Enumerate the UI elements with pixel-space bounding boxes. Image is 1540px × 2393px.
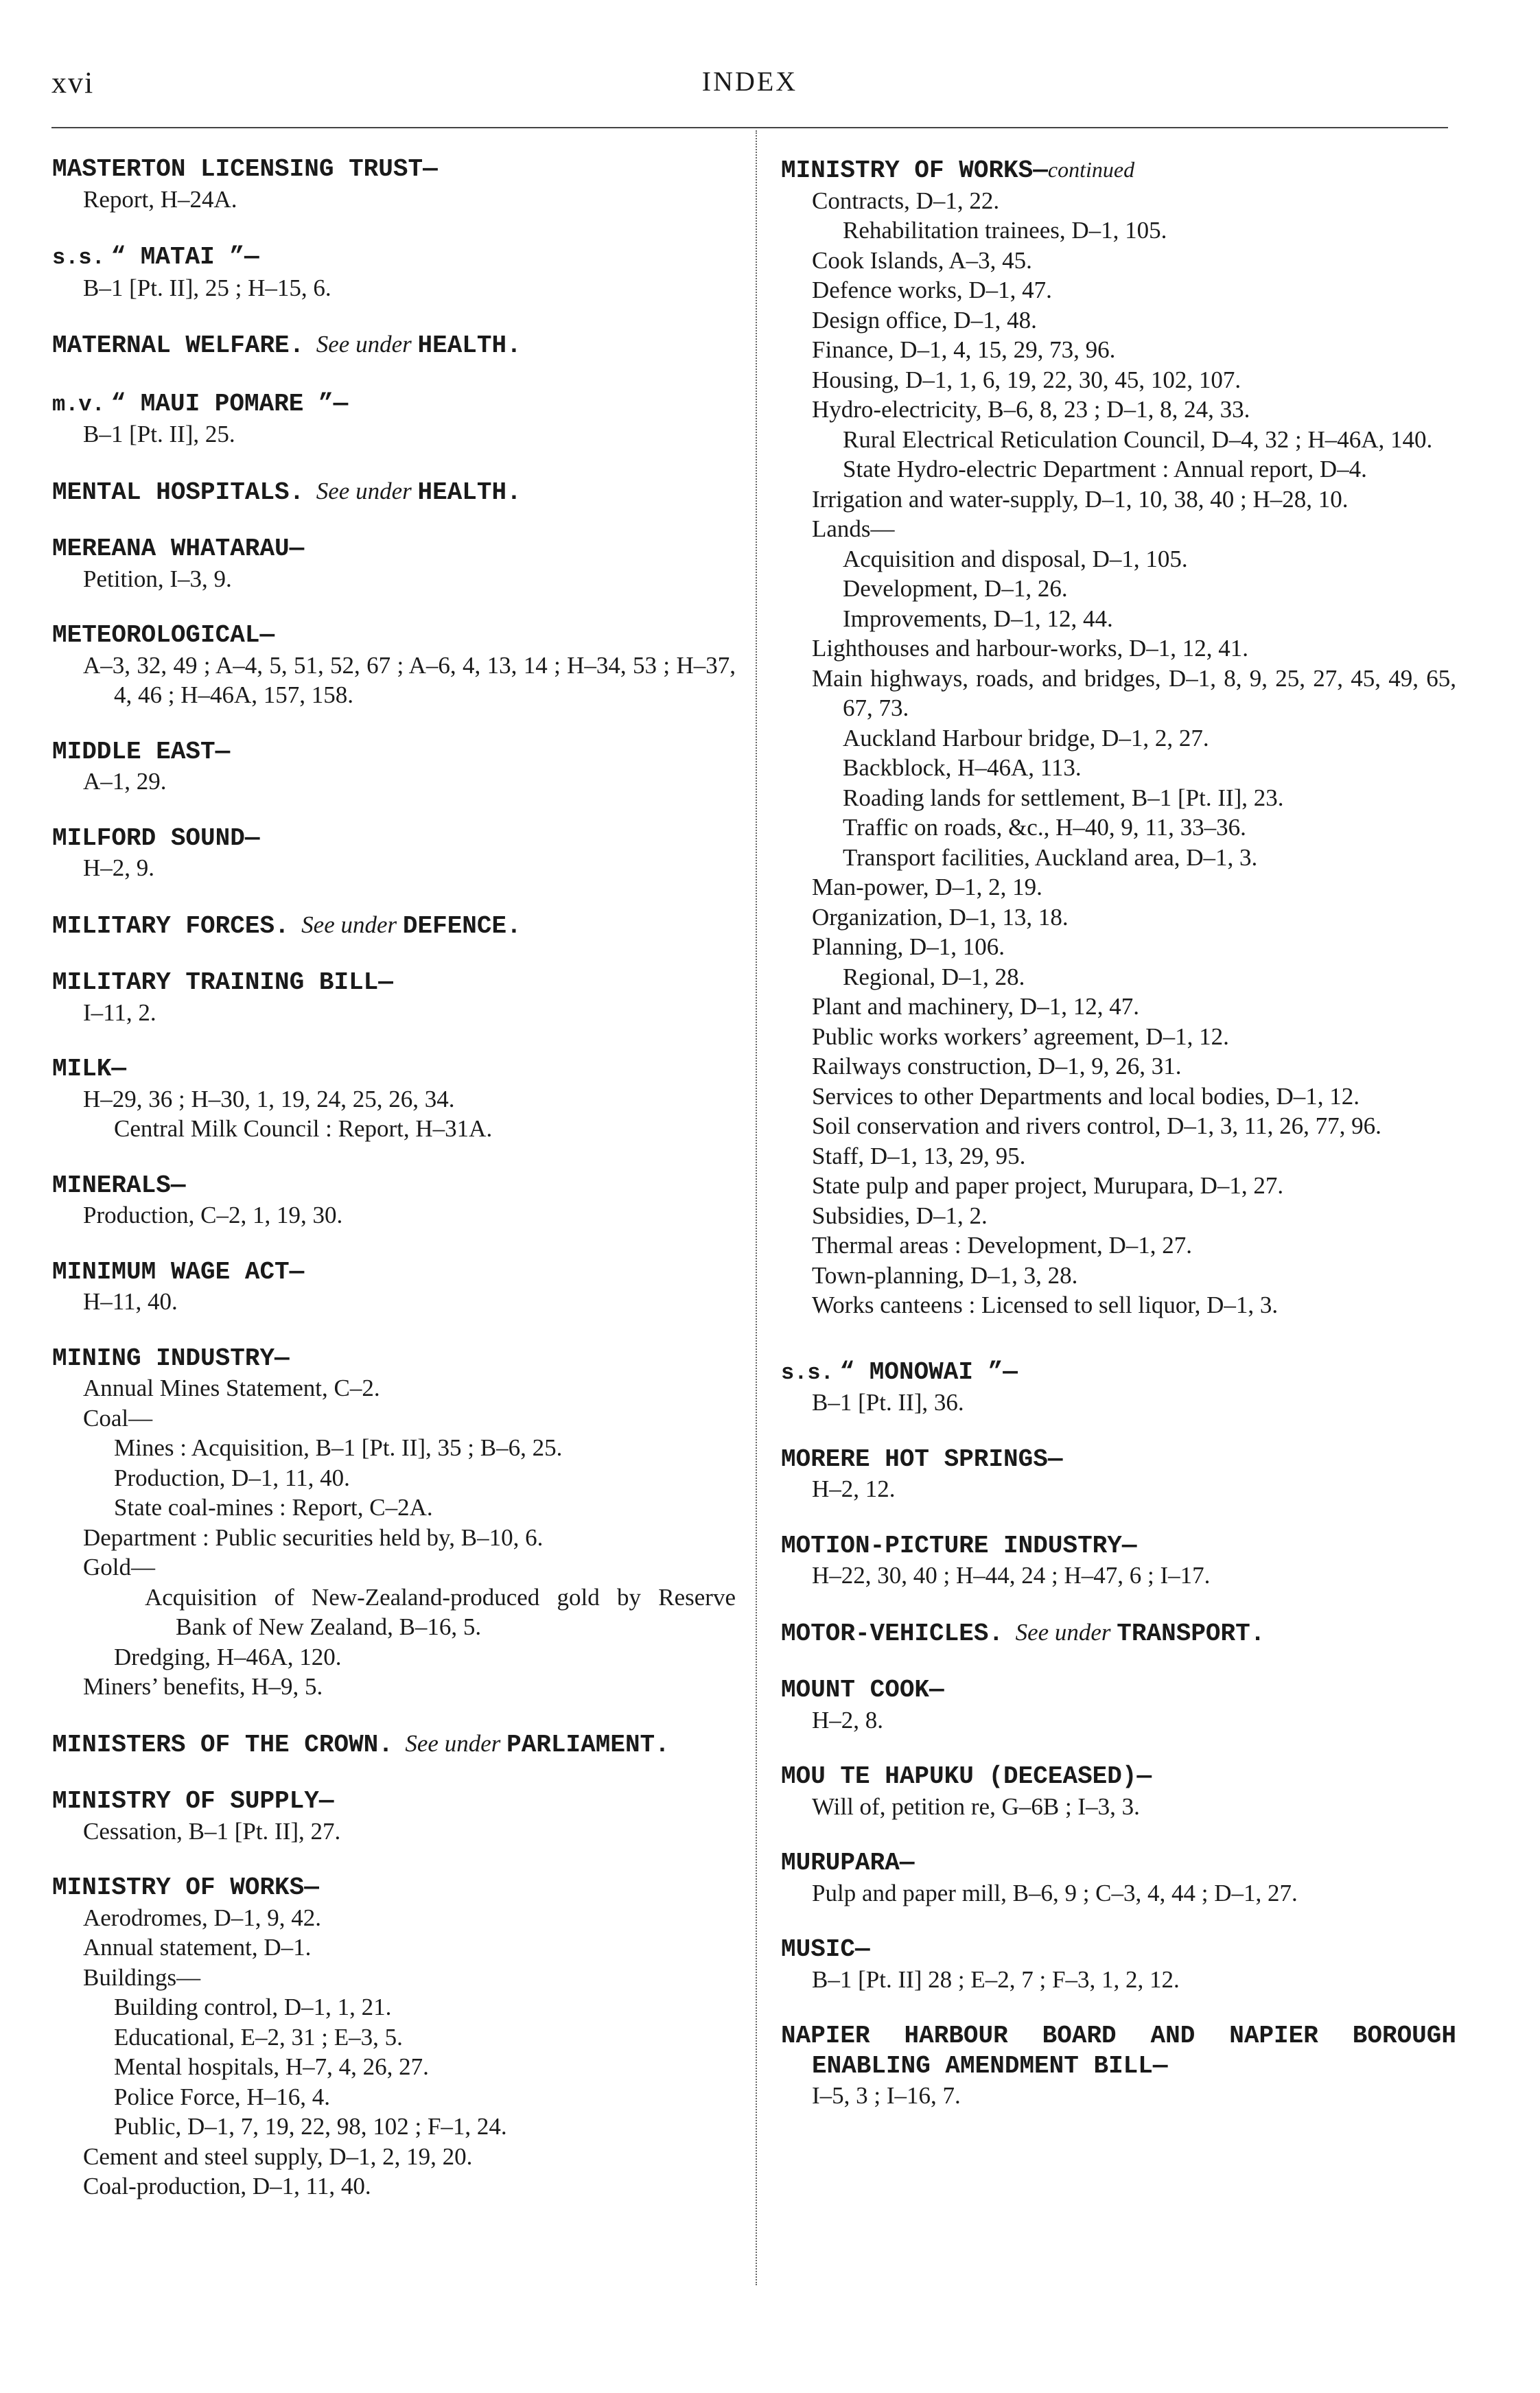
entry-heading: MENTAL HOSPITALS.	[52, 478, 305, 506]
index-entry	[52, 329, 736, 361]
entry-heading: MINISTERS OF THE CROWN.	[52, 1730, 393, 1759]
entry-heading: MURUPARA—	[781, 1849, 915, 1877]
entry-heading: MIDDLE EAST—	[52, 737, 231, 766]
entry-heading: “ MAUI POMARE ”—	[110, 389, 349, 418]
index-entry	[52, 968, 736, 1027]
entry-reference: H–11, 40.	[83, 1288, 178, 1315]
entry-reference: Public, D–1, 7, 19, 22, 98, 102 ; F–1, 24.	[114, 2113, 507, 2140]
entry-reference: Thermal areas : Development, D–1, 27.	[812, 1232, 1192, 1259]
entry-heading: MINIMUM WAGE ACT—	[52, 1257, 305, 1286]
see-under: See under	[1015, 1618, 1111, 1646]
vessel-prefix: m.v.	[52, 391, 105, 417]
see-under: See under	[301, 911, 397, 938]
entry-heading: MOUNT COOK—	[781, 1676, 944, 1704]
entry-heading: MILFORD SOUND—	[52, 824, 260, 852]
entry-reference: Annual statement, D–1.	[83, 1934, 312, 1961]
entry-reference: Housing, D–1, 1, 6, 19, 22, 30, 45, 102, 107.	[812, 366, 1241, 393]
index-entry	[52, 534, 736, 594]
entry-reference: Central Milk Council : Report, H–31A.	[114, 1115, 493, 1142]
entry-reference: H–29, 36 ; H–30, 1, 19, 24, 25, 26, 34.	[83, 1085, 455, 1112]
entry-reference: Cook Islands, A–3, 45.	[812, 246, 1032, 274]
works-lines	[781, 186, 1456, 1320]
entry-reference: Cessation, B–1 [Pt. II], 27.	[83, 1817, 341, 1845]
entry-reference: Will of, petition re, G–6B ; I–3, 3.	[812, 1793, 1140, 1820]
entry-reference: Roading lands for settlement, B–1 [Pt. II], 23.	[843, 784, 1284, 811]
page-title: INDEX	[701, 66, 798, 97]
entry-subheading: Coal—	[83, 1404, 153, 1432]
entry-reference: Public works workers’ agreement, D–1, 12.	[812, 1023, 1229, 1050]
index-entry	[781, 1935, 1456, 1994]
entry-reference: Staff, D–1, 13, 29, 95.	[812, 1142, 1026, 1169]
entry-reference: H–22, 30, 40 ; H–44, 24 ; H–47, 6 ; I–17.	[812, 1562, 1211, 1589]
entry-reference: State pulp and paper project, Murupara, D–1, 27.	[812, 1172, 1284, 1199]
entry-heading: MINISTRY OF WORKS—	[52, 1873, 319, 1902]
vessel-prefix: s.s.	[52, 245, 105, 270]
index-entry	[52, 241, 736, 303]
entry-reference: Services to other Departments and local bodies, D–1, 12.	[812, 1082, 1360, 1110]
entry-reference: Traffic on roads, &c., H–40, 9, 11, 33–36.	[843, 814, 1246, 841]
entry-reference: Improvements, D–1, 12, 44.	[843, 605, 1113, 632]
entry-reference: Hydro-electricity, B–6, 8, 23 ; D–1, 8, 24, 33.	[812, 396, 1250, 423]
entry-reference: Production, D–1, 11, 40.	[114, 1464, 350, 1491]
entry-subheading: Gold—	[83, 1554, 155, 1580]
see-under: See under	[316, 331, 412, 358]
index-entry	[52, 1257, 736, 1317]
header-rule	[51, 127, 1448, 128]
index-entry	[52, 1873, 736, 2202]
index-entry	[52, 910, 736, 942]
cross-reference: TRANSPORT.	[1117, 1619, 1265, 1648]
entry-reference: Cement and steel supply, D–1, 2, 19, 20.	[83, 2143, 473, 2170]
entry-reference: H–2, 12.	[812, 1475, 896, 1502]
entry-heading: MATERNAL WELFARE.	[52, 331, 305, 360]
entry-reference: B–1 [Pt. II], 25 ; H–15, 6.	[83, 274, 331, 301]
entry-reference: Petition, I–3, 9.	[83, 565, 232, 592]
entry-reference: Educational, E–2, 31 ; E–3, 5.	[114, 2023, 403, 2051]
right-column	[781, 154, 1456, 2138]
entry-reference: Design office, D–1, 48.	[812, 306, 1037, 334]
entry-reference: Pulp and paper mill, B–6, 9 ; C–3, 4, 44 ; D–1, 27.	[812, 1879, 1298, 1906]
index-entry	[52, 737, 736, 797]
entry-reference: Contracts, D–1, 22.	[812, 187, 1000, 214]
see-under: See under	[405, 1729, 501, 1757]
index-entry	[781, 154, 1456, 1320]
entry-reference: Miners’ benefits, H–9, 5.	[83, 1673, 323, 1700]
index-entry	[52, 1729, 736, 1760]
entry-heading: MOTION-PICTURE INDUSTRY—	[781, 1531, 1137, 1560]
entry-reference: Annual Mines Statement, C–2.	[83, 1375, 380, 1401]
entry-reference: Plant and machinery, D–1, 12, 47.	[812, 993, 1139, 1020]
entry-heading: MILITARY FORCES.	[52, 911, 290, 940]
entry-heading: MINING INDUSTRY—	[52, 1344, 290, 1373]
see-under: See under	[316, 477, 412, 504]
index-entry	[781, 1618, 1456, 1649]
entry-reference: Planning, D–1, 106.	[812, 933, 1005, 960]
entry-heading: MILITARY TRAINING BILL—	[52, 968, 393, 996]
index-entry	[781, 1675, 1456, 1735]
entry-heading: “ MONOWAI ”—	[839, 1357, 1018, 1386]
entry-heading: NAPIER HARBOUR BOARD AND NAPIER BOROUGH ENABLING AMENDMENT BILL—	[781, 2022, 1456, 2080]
entry-reference: H–2, 8.	[812, 1706, 884, 1734]
entry-reference: Aerodromes, D–1, 9, 42.	[83, 1904, 322, 1931]
entry-reference: Production, C–2, 1, 19, 30.	[83, 1202, 343, 1228]
entry-heading: MOTOR-VEHICLES.	[781, 1619, 1004, 1648]
index-entry	[52, 620, 736, 710]
entry-reference: I–11, 2.	[83, 999, 156, 1026]
entry-reference: State coal-mines : Report, C–2A.	[114, 1494, 433, 1521]
entry-heading: MEREANA WHATARAU—	[52, 535, 305, 563]
cross-reference: HEALTH.	[417, 478, 522, 506]
page-number: xvi	[51, 66, 95, 100]
entry-subheading: Buildings—	[83, 1963, 201, 1991]
vessel-prefix: s.s.	[781, 1359, 834, 1386]
index-entry	[781, 1848, 1456, 1908]
entry-heading: MOU TE HAPUKU (DECEASED)—	[781, 1762, 1152, 1790]
entry-reference: Railways construction, D–1, 9, 26, 31.	[812, 1053, 1182, 1079]
entry-reference: Subsidies, D–1, 2.	[812, 1202, 988, 1229]
index-entry	[781, 1356, 1456, 1418]
entry-reference: Development, D–1, 26.	[843, 575, 1068, 602]
entry-reference: Acquisition and disposal, D–1, 105.	[843, 545, 1188, 572]
entry-reference: Mines : Acquisition, B–1 [Pt. II], 35 ; B–6, 25.	[114, 1434, 563, 1461]
entry-reference: State Hydro-electric Department : Annual report, D–4.	[843, 456, 1367, 482]
index-entry	[52, 824, 736, 883]
cross-reference: PARLIAMENT.	[506, 1730, 670, 1759]
entry-reference: Man-power, D–1, 2, 19.	[812, 874, 1042, 900]
entry-reference: Main highways, roads, and bridges, D–1, 8, 9, 25, 27, 45, 49, 65, 67, 73.	[812, 664, 1456, 721]
entry-reference: Auckland Harbour bridge, D–1, 2, 27.	[843, 724, 1209, 751]
entry-reference: Organization, D–1, 13, 18.	[812, 903, 1069, 931]
entry-reference: I–5, 3 ; I–16, 7.	[812, 2082, 961, 2109]
column-divider	[756, 130, 757, 2285]
left-column	[52, 154, 736, 2228]
entry-reference: Transport facilities, Auckland area, D–1, 3.	[843, 843, 1258, 871]
entry-reference: Irrigation and water-supply, D–1, 10, 38, 40 ; H–28, 10.	[812, 485, 1349, 513]
cross-reference: HEALTH.	[417, 331, 522, 360]
entry-reference: Police Force, H–16, 4.	[114, 2083, 330, 2110]
entry-reference: Town-planning, D–1, 3, 28.	[812, 1261, 1078, 1289]
entry-reference: B–1 [Pt. II], 36.	[812, 1389, 964, 1416]
index-entry	[781, 1762, 1456, 1821]
continued-label: continued	[1047, 157, 1135, 182]
entry-heading: MINISTRY OF WORKS—	[781, 156, 1048, 185]
entry-heading: MORERE HOT SPRINGS—	[781, 1445, 1063, 1473]
entry-reference: Mental hospitals, H–7, 4, 26, 27.	[114, 2053, 429, 2080]
entry-reference: Department : Public securities held by, B–10, 6.	[83, 1524, 544, 1551]
entry-reference: Works canteens : Licensed to sell liquor, D–1, 3.	[812, 1292, 1279, 1318]
entry-heading: MASTERTON LICENSING TRUST—	[52, 155, 438, 183]
entry-reference: B–1 [Pt. II] 28 ; E–2, 7 ; F–3, 1, 2, 12.	[812, 1965, 1180, 1993]
cross-reference: DEFENCE.	[402, 911, 522, 940]
index-entry	[52, 1786, 736, 1846]
index-entry	[52, 1344, 736, 1702]
entry-reference: Finance, D–1, 4, 15, 29, 73, 96.	[812, 336, 1116, 363]
entry-reference: Defence works, D–1, 47.	[812, 277, 1052, 303]
entry-heading: MINERALS—	[52, 1171, 186, 1200]
index-entry	[781, 1445, 1456, 1504]
entry-reference: Lands—	[812, 515, 895, 542]
entry-reference: Coal-production, D–1, 11, 40.	[83, 2173, 371, 2199]
entry-reference: Rehabilitation trainees, D–1, 105.	[843, 217, 1167, 244]
entry-reference: Building control, D–1, 1, 21.	[114, 1994, 392, 2020]
index-entry	[52, 476, 736, 508]
entry-heading: “ MATAI ”—	[110, 243, 259, 271]
entry-reference: A–1, 29.	[83, 768, 167, 795]
index-entry	[781, 2021, 1456, 2111]
index-entry	[52, 1054, 736, 1144]
index-entry	[52, 388, 736, 450]
entry-reference: B–1 [Pt. II], 25.	[83, 421, 235, 447]
entry-heading: MUSIC—	[781, 1935, 870, 1963]
index-entry	[781, 1531, 1456, 1591]
entry-heading: MINISTRY OF SUPPLY—	[52, 1787, 334, 1815]
entry-reference: Backblock, H–46A, 113.	[843, 754, 1082, 781]
entry-heading: METEOROLOGICAL—	[52, 621, 275, 649]
index-entry	[52, 1171, 736, 1230]
entry-reference: Report, H–24A.	[83, 185, 237, 213]
page-header	[51, 65, 1448, 106]
entry-reference: Soil conservation and rivers control, D–1, 3, 11, 26, 77, 96.	[812, 1112, 1381, 1139]
index-entry	[52, 154, 736, 214]
entry-reference: Lighthouses and harbour-works, D–1, 12, 41.	[812, 635, 1249, 662]
entry-reference: Acquisition of New-Zealand-produced gold by Reserve Bank of New Zealand, B–16, 5.	[145, 1583, 736, 1640]
entry-reference: Regional, D–1, 28.	[843, 963, 1025, 990]
entry-reference: H–2, 9.	[83, 854, 155, 881]
entry-heading: MILK—	[52, 1055, 127, 1083]
entry-reference: A–3, 32, 49 ; A–4, 5, 51, 52, 67 ; A–6, 4, 13, 14 ; H–34, 53 ; H–37, 4, 46 ; H–46A, 157, 158.	[83, 651, 736, 708]
entry-reference: Rural Electrical Reticulation Council, D–4, 32 ; H–46A, 140.	[843, 425, 1433, 453]
entry-reference: Dredging, H–46A, 120.	[114, 1643, 342, 1670]
